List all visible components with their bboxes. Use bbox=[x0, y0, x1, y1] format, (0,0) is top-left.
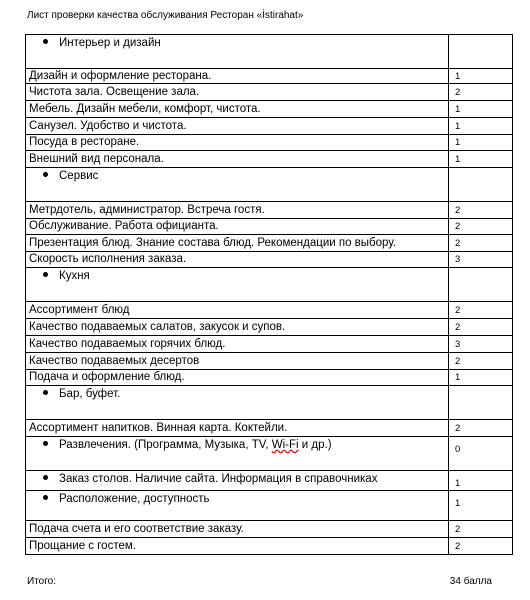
criterion-cell bbox=[26, 437, 449, 471]
criterion-cell bbox=[26, 135, 449, 151]
bullet-icon bbox=[43, 39, 48, 44]
score-value: 0 bbox=[455, 444, 461, 455]
criterion-cell bbox=[26, 538, 449, 555]
section-label: Расположение, доступность bbox=[59, 493, 210, 505]
score-cell bbox=[449, 420, 513, 437]
checklist-body bbox=[26, 35, 513, 555]
section-label: Интерьер и дизайн bbox=[59, 37, 161, 49]
score-cell bbox=[449, 168, 513, 202]
score-value: 1 bbox=[455, 137, 461, 148]
checklist-row bbox=[26, 370, 513, 386]
score-value: 1 bbox=[455, 120, 461, 132]
section-label: Развлечения. (Программа, Музыка, TV, Wi-Fi и др.) bbox=[59, 439, 332, 451]
bullet-icon bbox=[43, 172, 48, 177]
bullet-icon bbox=[43, 272, 48, 277]
score-value: 2 bbox=[455, 204, 461, 216]
section-row bbox=[26, 35, 513, 69]
criterion-cell bbox=[26, 118, 449, 135]
section-row bbox=[26, 437, 513, 471]
criterion-label: Ассортимент блюд bbox=[29, 303, 130, 316]
checklist-row bbox=[26, 521, 513, 538]
criterion-cell bbox=[26, 268, 449, 302]
score-value: 1 bbox=[455, 103, 461, 115]
checklist-row bbox=[26, 151, 513, 168]
section-heading bbox=[43, 388, 120, 401]
checklist-row bbox=[26, 202, 513, 219]
criterion-cell bbox=[26, 101, 449, 118]
criterion-label: Скорость исполнения заказа. bbox=[29, 253, 187, 265]
criterion-cell bbox=[26, 336, 449, 353]
document-title: Лист проверки качества обслуживания Ресторан «İstirahat» bbox=[27, 10, 304, 21]
score-cell bbox=[449, 370, 513, 386]
score-value: 2 bbox=[455, 321, 461, 333]
criterion-cell bbox=[26, 219, 449, 235]
criterion-label: Мебель. Дизайн мебели, комфорт, чистота. bbox=[29, 102, 261, 115]
checklist-row bbox=[26, 252, 513, 268]
criterion-cell bbox=[26, 84, 449, 101]
section-row bbox=[26, 268, 513, 302]
section-row bbox=[26, 168, 513, 202]
score-cell bbox=[449, 437, 513, 471]
criterion-cell bbox=[26, 491, 449, 521]
score-value: 2 bbox=[455, 422, 461, 434]
bullet-icon bbox=[43, 495, 48, 500]
score-value: 2 bbox=[455, 304, 461, 316]
score-cell bbox=[449, 538, 513, 555]
checklist-row bbox=[26, 353, 513, 370]
score-cell bbox=[449, 491, 513, 521]
criterion-label: Качество подаваемых салатов, закусок и супов. bbox=[29, 320, 286, 333]
score-value: 1 bbox=[455, 70, 461, 82]
checklist-row bbox=[26, 101, 513, 118]
score-value: 2 bbox=[455, 523, 461, 535]
checklist-row bbox=[26, 69, 513, 84]
total-value: 34 балла bbox=[449, 576, 492, 587]
section-heading bbox=[43, 37, 161, 50]
criterion-cell bbox=[26, 69, 449, 84]
section-label: Бар, буфет. bbox=[59, 388, 121, 400]
criterion-cell bbox=[26, 252, 449, 268]
checklist-row bbox=[26, 302, 513, 319]
score-value: 1 bbox=[455, 498, 461, 509]
section-row bbox=[26, 386, 513, 420]
criterion-label: Подача и оформление блюд. bbox=[29, 371, 185, 383]
criterion-cell bbox=[26, 370, 449, 386]
criterion-label: Метрдотель, администратор. Встреча гостя. bbox=[29, 203, 265, 216]
section-heading bbox=[43, 439, 332, 452]
section-heading bbox=[43, 170, 98, 183]
score-cell bbox=[449, 69, 513, 84]
score-cell bbox=[449, 521, 513, 538]
checklist-row bbox=[26, 118, 513, 135]
criterion-cell bbox=[26, 202, 449, 219]
bullet-icon bbox=[43, 475, 48, 480]
checklist-row bbox=[26, 336, 513, 353]
bullet-icon bbox=[43, 441, 48, 446]
checklist-row bbox=[26, 420, 513, 437]
criterion-cell bbox=[26, 151, 449, 168]
score-value: 1 bbox=[455, 478, 461, 489]
section-label: Сервис bbox=[59, 170, 99, 182]
total-label: Итого: bbox=[27, 576, 56, 587]
score-cell bbox=[449, 202, 513, 219]
checklist-row bbox=[26, 235, 513, 252]
score-value: 3 bbox=[455, 338, 461, 350]
score-value: 1 bbox=[455, 372, 461, 383]
criterion-label: Качество подаваемых горячих блюд. bbox=[29, 337, 226, 350]
score-cell bbox=[449, 386, 513, 420]
criterion-label: Обслуживание. Работа официанта. bbox=[29, 220, 219, 232]
section-heading bbox=[43, 493, 210, 506]
checklist-row bbox=[26, 319, 513, 336]
score-cell bbox=[449, 151, 513, 168]
criterion-cell bbox=[26, 319, 449, 336]
score-cell bbox=[449, 268, 513, 302]
score-cell bbox=[449, 135, 513, 151]
criterion-label: Санузел. Удобство и чистота. bbox=[29, 119, 187, 132]
criterion-label: Прощание с гостем. bbox=[29, 539, 136, 552]
section-row bbox=[26, 471, 513, 491]
score-cell bbox=[449, 319, 513, 336]
criterion-cell bbox=[26, 168, 449, 202]
criterion-cell bbox=[26, 235, 449, 252]
criterion-label: Презентация блюд. Знание состава блюд. Рекомендации по выбору. bbox=[29, 236, 397, 249]
criterion-label: Посуда в ресторане. bbox=[29, 136, 140, 148]
criterion-label: Ассортимент напитков. Винная карта. Коктейли. bbox=[29, 421, 288, 434]
criterion-label: Внешний вид персонала. bbox=[29, 152, 164, 165]
score-cell bbox=[449, 302, 513, 319]
criterion-cell bbox=[26, 420, 449, 437]
score-value: 2 bbox=[455, 237, 461, 249]
score-cell bbox=[449, 219, 513, 235]
bullet-icon bbox=[43, 390, 48, 395]
section-row bbox=[26, 491, 513, 521]
checklist-row bbox=[26, 538, 513, 555]
criterion-cell bbox=[26, 471, 449, 491]
score-cell bbox=[449, 84, 513, 101]
checklist-row bbox=[26, 135, 513, 151]
score-value: 2 bbox=[455, 355, 461, 367]
criterion-label: Чистота зала. Освещение зала. bbox=[29, 85, 200, 98]
score-value: 2 bbox=[455, 221, 461, 232]
checklist-table bbox=[25, 34, 513, 555]
criterion-label: Качество подаваемых десертов bbox=[29, 354, 200, 367]
criterion-label: Подача счета и его соответствие заказу. bbox=[29, 522, 244, 535]
score-cell bbox=[449, 35, 513, 69]
checklist-row bbox=[26, 84, 513, 101]
criterion-cell bbox=[26, 386, 449, 420]
section-label: Кухня bbox=[59, 270, 90, 282]
score-cell bbox=[449, 252, 513, 268]
score-cell bbox=[449, 101, 513, 118]
score-cell bbox=[449, 471, 513, 491]
score-cell bbox=[449, 353, 513, 370]
spellcheck-mark: Wi-Fi bbox=[271, 439, 299, 451]
section-label: Заказ столов. Наличие сайта. Информация в справочниках bbox=[59, 473, 378, 485]
section-heading bbox=[43, 473, 377, 486]
score-value: 1 bbox=[455, 153, 461, 165]
criterion-cell bbox=[26, 353, 449, 370]
score-cell bbox=[449, 336, 513, 353]
score-cell bbox=[449, 235, 513, 252]
section-heading bbox=[43, 270, 90, 283]
checklist-row bbox=[26, 219, 513, 235]
criterion-cell bbox=[26, 521, 449, 538]
criterion-label: Дизайн и оформление ресторана. bbox=[29, 69, 212, 82]
score-value: 2 bbox=[455, 540, 461, 552]
criterion-cell bbox=[26, 35, 449, 69]
score-value: 2 bbox=[455, 86, 461, 98]
criterion-cell bbox=[26, 302, 449, 319]
score-cell bbox=[449, 118, 513, 135]
score-value: 3 bbox=[455, 254, 461, 265]
